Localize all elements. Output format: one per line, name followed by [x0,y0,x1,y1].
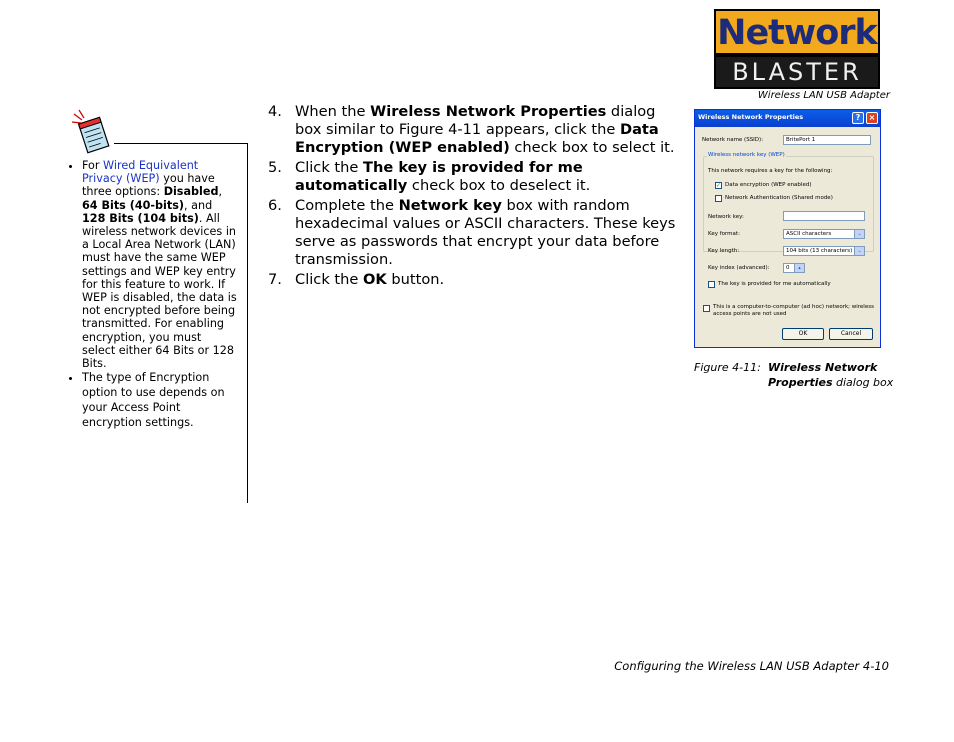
chevron-down-icon[interactable]: ⌄ [854,230,864,238]
instruction-steps [268,103,682,291]
step-bold: The key is provided for me automatically [295,159,583,194]
key-length-select[interactable] [783,246,865,256]
key-length-value: 104 bits (13 characters) [786,248,853,254]
step-number: 5. [268,159,282,176]
network-blaster-logo [714,9,880,89]
step-number: 6. [268,197,282,214]
auto-key-checkbox-label: The key is provided for me automatically [718,281,831,287]
step-bold: OK [363,271,387,288]
requires-text: This network requires a key for the following: [708,168,833,174]
caption-rest: dialog box [832,376,894,389]
encryption-checkbox[interactable]: ✓ [716,182,722,189]
step-bold: Data Encryption (WEP enabled) [295,121,659,156]
ok-button[interactable]: OK [782,328,824,340]
auto-key-checkbox[interactable] [708,281,715,288]
logo-subtitle: Wireless LAN USB Adapter [757,90,890,101]
ssid-label: Network name (SSID): [702,137,764,143]
bullet-text: , and [184,198,213,212]
step-number: 7. [268,271,282,288]
step-4 [268,103,682,157]
bullet-text: For [82,159,104,172]
help-button[interactable]: ? [852,112,864,124]
adhoc-checkbox[interactable] [703,305,710,312]
step-number: 4. [268,103,282,120]
note-pad-icon [70,108,112,156]
key-index-label: Key index (advanced): [708,265,770,271]
step-text: Complete the [295,197,399,214]
key-index-value: 0 [786,265,790,271]
dialog-title: Wireless Network Properties [698,113,804,121]
dialog-title-bar [695,110,880,127]
logo-top-text: Network [717,13,877,53]
bullet-text: . All wireless network devices in a Local Area Network (LAN) must have the same WEP settings and WEP key entry for this feature to work. If WEP is disabled, the data is not encrypted before being transmitted. For enabling encryption, you must select either 64 Bits or 128 Bits. [82,211,237,371]
authentication-checkbox-label: Network Authentication (Shared mode) [725,195,833,201]
bullet-text: you have three options: [82,172,215,199]
step-5 [268,159,682,195]
step-text: Click the [295,159,364,176]
close-button[interactable]: × [866,112,878,124]
caption-label: Figure 4-11: [694,361,761,374]
encryption-checkbox-label: Data encryption (WEP enabled) [725,182,812,188]
note-bullet-wep [82,159,238,370]
caption-text [768,360,894,390]
ssid-input[interactable]: BritePort 1 [783,135,871,145]
bullet-bold: 128 Bits (104 bits) [82,211,199,225]
spin-up-icon[interactable]: ▴ [794,264,804,272]
key-index-spinner[interactable] [783,263,805,273]
sidebar-note [66,159,238,430]
network-key-label: Network key: [708,214,744,220]
step-text: check box to select it. [509,139,675,156]
step-text: button. [386,271,445,288]
sidebar-divider-horizontal [114,143,248,144]
logo-bottom-band [714,55,880,89]
adhoc-checkbox-label: This is a computer-to-computer (ad hoc) network; wireless access points are not used [713,304,874,317]
step-bold: Wireless Network Properties [370,103,607,120]
step-7 [268,271,682,289]
wireless-network-properties-dialog [694,109,881,348]
sidebar-divider-vertical [247,143,248,503]
bullet-text: , [218,185,223,199]
key-format-value: ASCII characters [786,231,832,237]
step-text: Click the [295,271,364,288]
logo-top-band [714,9,880,55]
wep-group-label: Wireless network key (WEP) [708,152,785,158]
wep-link[interactable]: Wired Equivalent Privacy (WEP) [82,159,199,186]
logo-bottom-text: BLASTER [732,58,862,86]
step-text: When the [295,103,371,120]
note-bullet-encryption: • The type of Encryption option to use depends on your Access Point encryption settings. [82,370,238,430]
network-key-input[interactable] [783,211,865,221]
bullet-bold: 64 Bits (40-bits) [82,198,185,212]
step-bold: Network key [398,197,502,214]
step-text: box with random hexadecimal values or ASCII characters. These keys serve as passwords that encrypt your data before transmission. [295,197,676,268]
cancel-button[interactable]: Cancel [829,328,873,340]
bullet-bold: Disabled [163,185,219,199]
step-text: check box to deselect it. [407,177,591,194]
key-format-label: Key format: [708,231,740,237]
step-6 [268,197,682,269]
step-text: dialog box similar to Figure 4-11 appears, click the [295,103,656,138]
chevron-down-icon[interactable]: ⌄ [854,247,864,255]
page-footer: Configuring the Wireless LAN USB Adapter 4-10 [614,659,889,673]
key-format-select[interactable] [783,229,865,239]
key-length-label: Key length: [708,248,740,254]
caption-bold: Wireless Network Properties [768,361,878,389]
authentication-checkbox[interactable] [715,195,722,202]
